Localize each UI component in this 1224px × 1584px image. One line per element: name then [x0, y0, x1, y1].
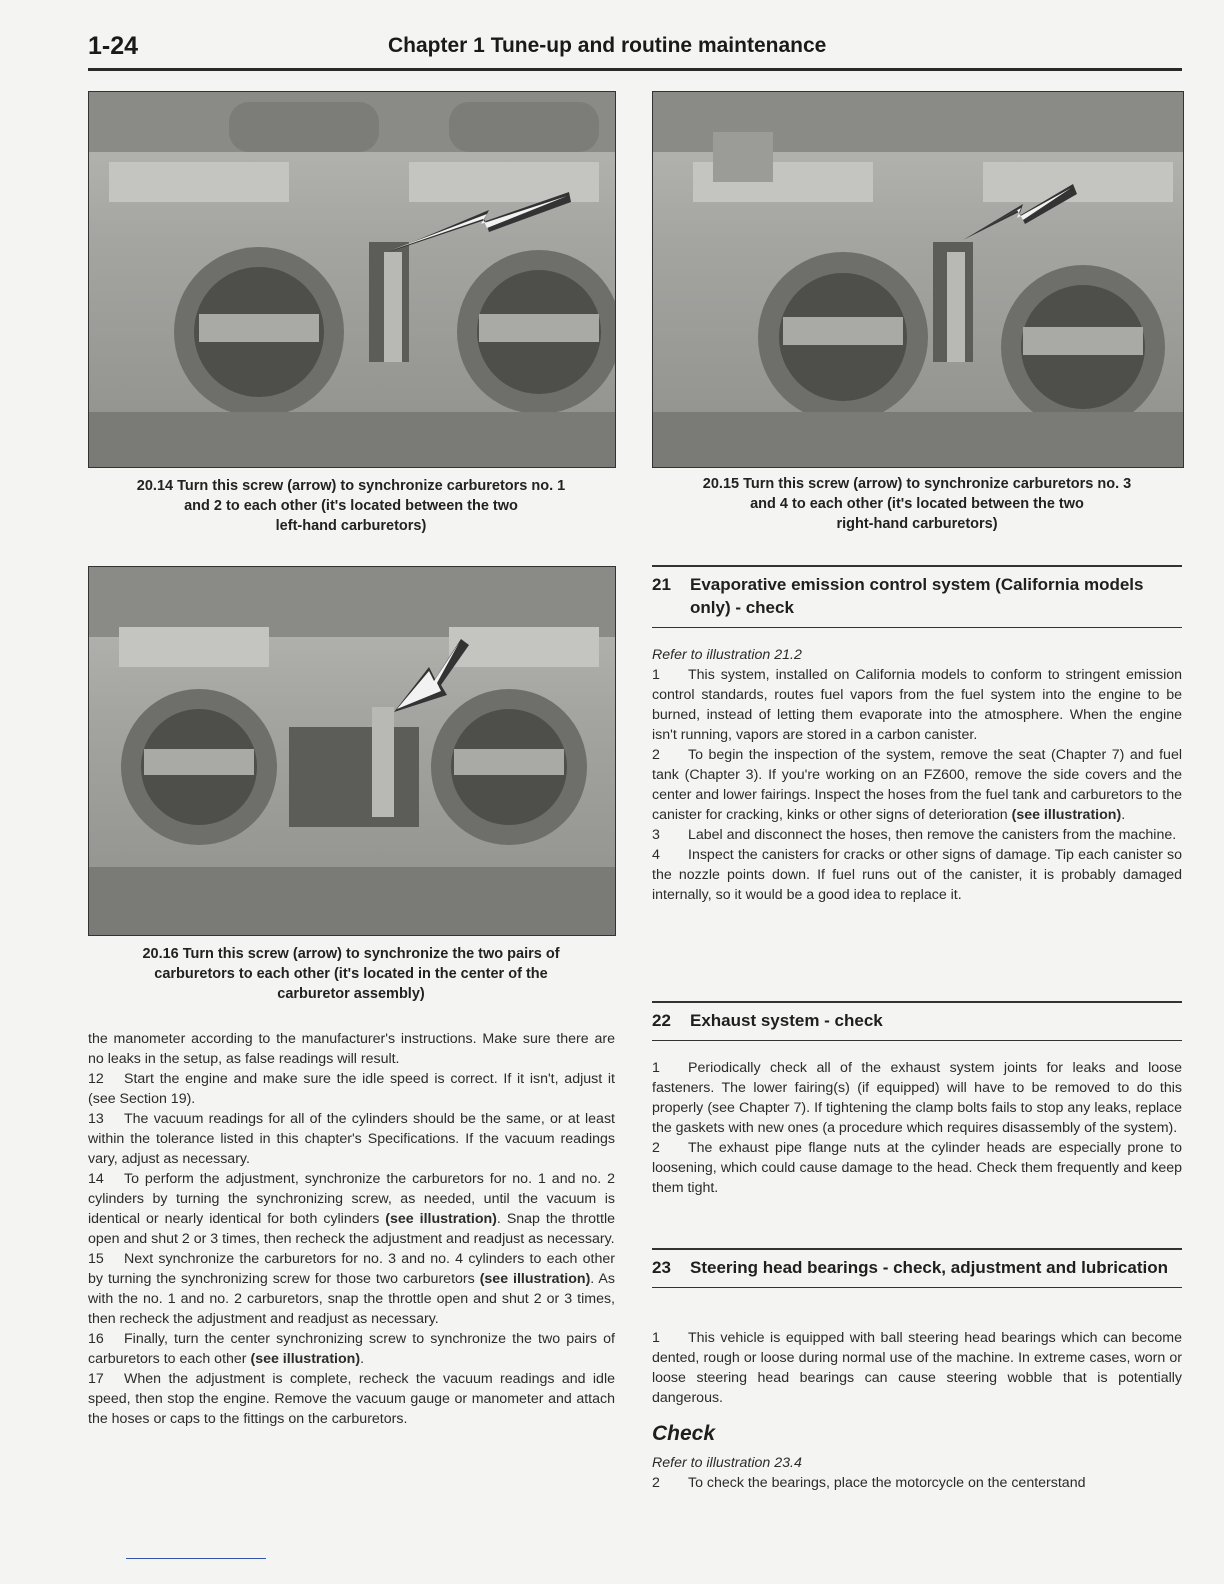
section-title-text: Steering head bearings - check, adjustment and lubrication — [690, 1258, 1168, 1277]
step-text: Inspect the canisters for cracks or other signs of damage. Tip each canister so the nozzle points down. If fuel runs out of the canister, it is probably damaged internally, so it would be a good idea to replace it. — [652, 847, 1182, 903]
section-21-body — [652, 645, 1182, 905]
step-3 — [652, 825, 1182, 845]
step-13 — [88, 1109, 615, 1169]
step-16 — [88, 1329, 615, 1369]
header-rule — [88, 68, 1182, 71]
section-rule — [652, 1287, 1182, 1288]
chapter-title: Chapter 1 Tune-up and routine maintenance — [388, 34, 827, 57]
section-rule — [652, 627, 1182, 628]
step-text: . Snap the throttle open and shut 2 or 3 times, then recheck the adjustment and readjust as necessary. — [88, 1211, 615, 1247]
step-text: . — [360, 1351, 365, 1367]
section-22-body — [652, 1058, 1182, 1198]
step-text: To begin the inspection of the system, remove the seat (Chapter 7) and fuel tank (Chapter 3). If you're working on an FZ600, remove the side covers and the center and lower fairings. Inspect the hoses from the fuel tank and carburetors to the canister for cracking, kinks or other signs of deterioration — [652, 747, 1182, 823]
illustration-reference: Refer to illustration 21.2 — [652, 647, 802, 663]
illustration-ref: (see illustration) — [479, 1271, 591, 1287]
step-text: Start the engine and make sure the idle speed is correct. If it isn't, adjust it (see Section 19). — [88, 1071, 615, 1107]
section-title — [652, 567, 1182, 627]
step-text: Next synchronize the carburetors for no. 3 and no. 4 cylinders to each other by turning the synchronizing screw for those two carburetors — [88, 1251, 615, 1287]
step-number: 12 — [88, 1071, 104, 1087]
step-number: 1 — [652, 1330, 660, 1346]
caption-line: carburetor assembly) — [277, 986, 425, 1002]
step-text: This vehicle is equipped with ball steering head bearings which can become dented, rough or loose during normal use of the machine. In extreme cases, worn or loose steering head bearings can cause steering wobble that is potentially dangerous. — [652, 1330, 1182, 1406]
section-22-heading — [652, 1001, 1182, 1041]
left-column-text — [88, 1029, 615, 1429]
step-number: 13 — [88, 1111, 104, 1127]
step-number: 2 — [652, 1140, 660, 1156]
step-text: Periodically check all of the exhaust system joints for leaks and loose fasteners. The lower fairing(s) (if equipped) will have to be removed to do this properly (see Chapter 7). If tightening the clamp bolts fails to stop any leaks, replace the gaskets with new ones (a procedure which requires disassembly of the system). — [652, 1060, 1182, 1136]
illustration-ref: (see illustration) — [250, 1351, 361, 1367]
section-23-check-body — [652, 1453, 1182, 1493]
step-text: . As with the no. 1 and no. 2 carburetors, snap the throttle open and shut 2 or 3 times, then recheck the adjustment and readjust as necessary. — [88, 1271, 615, 1327]
caption-line: and 2 to each other (it's located between the two — [184, 498, 518, 514]
step-number: 14 — [88, 1171, 104, 1187]
caption-line: carburetors to each other (it's located in the center of the — [154, 966, 548, 982]
step-number: 4 — [652, 847, 660, 863]
caption-line: 20.15 Turn this screw (arrow) to synchronize carburetors no. 3 — [702, 476, 1132, 492]
caption-line: right-hand carburetors) — [836, 516, 998, 532]
step-number: 2 — [652, 747, 660, 763]
step-17 — [88, 1369, 615, 1429]
step-2 — [652, 1473, 1182, 1493]
step-text: The exhaust pipe flange nuts at the cylinder heads are especially prone to loosening, which could cause damage to the head. Check them frequently and keep them tight. — [652, 1140, 1182, 1196]
illustration-ref: (see illustration) — [385, 1211, 497, 1227]
step-1 — [652, 1058, 1182, 1138]
section-rule — [652, 1040, 1182, 1041]
step-text: This system, installed on California models to conform to stringent emission control standards, routes fuel vapors from the fuel system into the engine to be burned, instead of letting them evaporate into the atmosphere. When the engine isn't running, vapors are stored in a carbon canister. — [652, 667, 1182, 743]
step-text: To check the bearings, place the motorcycle on the centerstand — [688, 1475, 1086, 1491]
section-title-text: Exhaust system - check — [690, 1011, 883, 1030]
step-number: 16 — [88, 1331, 104, 1347]
step-14 — [88, 1169, 615, 1249]
step-1 — [652, 1328, 1182, 1408]
step-12 — [88, 1069, 615, 1109]
step-text: To perform the adjustment, synchronize the carburetors for no. 1 and no. 2 cylinders by turning the synchronizing screw, as needed, until the vacuum is identical or nearly identical for both cylinders — [88, 1171, 615, 1227]
step-number: 3 — [652, 827, 660, 843]
step-number: 1 — [652, 667, 660, 683]
section-23-body — [652, 1328, 1182, 1408]
section-title — [652, 1003, 1182, 1040]
caption-20-16 — [88, 944, 614, 1004]
step-text: Finally, turn the center synchronizing screw to synchronize the two pairs of carburetors to each other — [88, 1331, 615, 1367]
caption-line: and 4 to each other (it's located between the two — [750, 496, 1084, 512]
illustration-ref: (see illustration) — [1011, 807, 1122, 823]
step-2 — [652, 745, 1182, 825]
step-number: 1 — [652, 1060, 660, 1076]
step-text: When the adjustment is complete, recheck the vacuum readings and idle speed, then stop the engine. Remove the vacuum gauge or manometer and attach the hoses or caps to the fittings on the carburetors. — [88, 1371, 615, 1427]
paragraph: the manometer according to the manufacturer's instructions. Make sure there are no leaks in the setup, as false readings will result. — [88, 1031, 615, 1067]
section-title — [652, 1250, 1182, 1287]
step-number: 15 — [88, 1251, 104, 1267]
caption-20-14 — [88, 476, 614, 536]
step-number: 17 — [88, 1371, 104, 1387]
page-number: 1-24 — [88, 32, 139, 60]
step-text: . — [1121, 807, 1126, 823]
photo-20-14-carburetors — [88, 91, 616, 468]
section-number: 22 — [652, 1011, 671, 1030]
step-text: Label and disconnect the hoses, then remove the canisters from the machine. — [688, 827, 1177, 843]
section-21-heading — [652, 565, 1182, 628]
caption-20-15 — [652, 474, 1182, 534]
section-title-text: Evaporative emission control system (California models only) - check — [690, 575, 1144, 617]
illustration-reference: Refer to illustration 23.4 — [652, 1455, 802, 1471]
step-15 — [88, 1249, 615, 1329]
photo-20-16-carburetors — [88, 566, 616, 936]
step-1 — [652, 665, 1182, 745]
section-23-heading — [652, 1248, 1182, 1288]
caption-line: 20.16 Turn this screw (arrow) to synchronize the two pairs of — [142, 946, 560, 962]
footer-link-underline — [126, 1558, 266, 1559]
step-number: 2 — [652, 1475, 660, 1491]
photo-20-15-carburetors — [652, 91, 1184, 468]
step-2 — [652, 1138, 1182, 1198]
caption-line: left-hand carburetors) — [275, 518, 427, 534]
step-text: The vacuum readings for all of the cylinders should be the same, or at least within the tolerance listed in this chapter's Specifications. If the vacuum readings vary, adjust as necessary. — [88, 1111, 615, 1167]
step-4 — [652, 845, 1182, 905]
subheading-check: Check — [652, 1422, 716, 1445]
page-header — [88, 30, 1182, 70]
section-number: 21 — [652, 575, 671, 594]
caption-line: 20.14 Turn this screw (arrow) to synchronize carburetors no. 1 — [136, 478, 566, 494]
section-number: 23 — [652, 1258, 671, 1277]
